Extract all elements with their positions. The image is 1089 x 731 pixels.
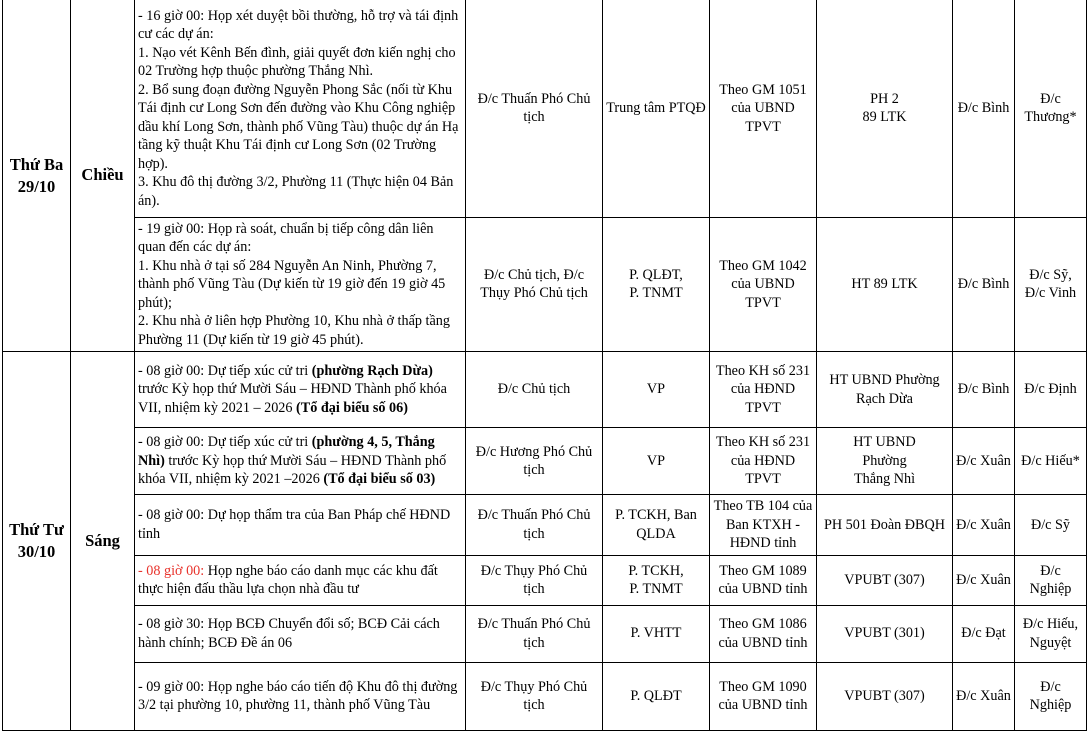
secretary-cell: Đ/c Hiếu, Nguyệt [1015, 605, 1087, 662]
content-line: 2. Bổ sung đoạn đường Nguyễn Phong Sắc (nối từ Khu Tái định cư Long Sơn đến đường vào Khu Công nghiệp dầu khí Long Sơn, thành phố Vũng Tàu) thuộc dự án Hạ tầng kỹ thuật Khu Tái định cư Long Sơn (02 Trường hợp). [138, 81, 459, 172]
secretary-cell [1015, 217, 1087, 352]
chair-cell: Đ/c Thụy Phó Chủ tịch [466, 555, 603, 605]
table-row [3, 0, 1087, 217]
location-line: HT UBND [853, 434, 916, 451]
location-cell [817, 0, 953, 217]
location-cell: PH 501 Đoàn ĐBQH [817, 495, 953, 556]
location-cell: VPUBT (307) [817, 662, 953, 730]
table-row [3, 555, 1087, 605]
location-line: 89 LTK [862, 109, 907, 126]
content-line: 1. Khu nhà ở tại số 284 Nguyễn An Ninh, Phường 7, thành phố Vũng Tàu (Dự kiến từ 19 giờ đến 19 giờ 45 phút); [138, 257, 446, 311]
day-date: 30/10 [17, 541, 56, 561]
chair-cell: Đ/c Thuấn Phó Chủ tịch [466, 605, 603, 662]
chair-cell: Đ/c Thuấn Phó Chủ tịch [466, 495, 603, 556]
content-time-highlight: - 08 giờ 00: [138, 562, 205, 579]
prep-line: P. TNMT [629, 581, 683, 597]
day-date: 29/10 [17, 176, 56, 196]
doc-cell: Theo GM 1042 của UBND TPVT [710, 217, 817, 352]
content-bold: (Tổ đại biểu số 03) [323, 471, 436, 488]
doc-cell: Theo GM 1089 của UBND tỉnh [710, 555, 817, 605]
prep-cell: P. VHTT [603, 605, 710, 662]
secretary-cell: Đ/c Nghiệp [1015, 662, 1087, 730]
prep-line: P. QLĐT, [629, 266, 683, 283]
event-content: - 09 giờ 00: Họp nghe báo cáo tiến độ Khu đô thị đường 3/2 tại phường 10, phường 11, thành phố Vũng Tàu [135, 662, 466, 730]
prep-line: P. TNMT [629, 285, 683, 302]
driver-cell: Đ/c Xuân [953, 495, 1015, 556]
location-cell: VPUBT (307) [817, 555, 953, 605]
content-line: - 19 giờ 00: Họp rà soát, chuẩn bị tiếp công dân liên quan đến các dự án: [138, 220, 434, 255]
prep-cell [603, 217, 710, 352]
session-cell: Chiều [71, 0, 135, 352]
table-row [3, 495, 1087, 556]
day-name: Thứ Ba [9, 154, 64, 174]
session-cell: Sáng [71, 352, 135, 731]
event-content [135, 555, 466, 605]
prep-cell: VP [603, 352, 710, 428]
location-line: PH 2 [870, 90, 899, 107]
content-text: trước Kỳ họp thứ Mười Sáu – HĐND Thành phố khóa VII, nhiệm kỳ 2021 –2026 [138, 452, 447, 488]
driver-cell: Đ/c Đạt [953, 605, 1015, 662]
location-cell: VPUBT (301) [817, 605, 953, 662]
content-line: 1. Nạo vét Kênh Bến đình, giải quyết đơn kiến nghị cho 02 Trường hợp thuộc phường Thắng Nhì. [138, 44, 456, 79]
day-cell [3, 352, 71, 731]
secretary-cell: Đ/c Hiếu* [1015, 428, 1087, 495]
content-text: trước Kỳ họp thứ Mười Sáu – HĐND Thành phố khóa VII, nhiệm kỳ 2021 – 2026 [138, 381, 447, 416]
day-name: Thứ Tư [9, 519, 64, 539]
prep-cell: Trung tâm PTQĐ [603, 0, 710, 217]
event-content [135, 352, 466, 428]
content-line: 3. Khu đô thị đường 3/2, Phường 11 (Thực hiện 04 Bản án). [138, 174, 454, 209]
driver-cell: Đ/c Xuân [953, 555, 1015, 605]
location-cell: HT UBND Phường Rạch Dừa [817, 352, 953, 428]
content-bold: (phường 4, 5, Thắng Nhì) [138, 434, 435, 469]
prep-cell [603, 555, 710, 605]
driver-cell: Đ/c Xuân [953, 662, 1015, 730]
prep-cell: VP [603, 428, 710, 495]
event-content: - 08 giờ 00: Dự họp thẩm tra của Ban Pháp chế HĐND tỉnh [135, 495, 466, 556]
driver-cell: Đ/c Xuân [953, 428, 1015, 495]
driver-cell: Đ/c Bình [953, 217, 1015, 352]
chair-cell: Đ/c Chủ tịch [466, 352, 603, 428]
driver-cell: Đ/c Bình [953, 0, 1015, 217]
secretary-cell: Đ/c Định [1015, 352, 1087, 428]
table-row [3, 662, 1087, 730]
location-line: Thắng Nhì [853, 471, 916, 488]
doc-cell: Theo GM 1090 của UBND tỉnh [710, 662, 817, 730]
content-line: - 16 giờ 00: Họp xét duyệt bồi thường, hỗ trợ và tái định cư các dự án: [138, 7, 459, 42]
table-row [3, 352, 1087, 428]
table-row [3, 605, 1087, 662]
secretary-cell: Đ/c Sỹ [1015, 495, 1087, 556]
table-row [3, 428, 1087, 495]
chair-cell: Đ/c Thụy Phó Chủ tịch [466, 662, 603, 730]
doc-cell: Theo GM 1051 của UBND TPVT [710, 0, 817, 217]
prep-cell: P. TCKH, Ban QLDA [603, 495, 710, 556]
content-text: Họp nghe báo cáo danh mục các khu đất thực hiện đấu thầu lựa chọn nhà đầu tư [138, 562, 438, 597]
secretary-line: Đ/c Vinh [1024, 285, 1077, 302]
event-content [135, 0, 466, 217]
location-cell: HT 89 LTK [817, 217, 953, 352]
day-cell [3, 0, 71, 352]
doc-cell: Theo KH số 231 của HĐND TPVT [710, 352, 817, 428]
doc-cell: Theo KH số 231 của HĐND TPVT [710, 428, 817, 495]
content-line: 2. Khu nhà ở liên hợp Phường 10, Khu nhà ở thấp tầng Phường 11 (Dự kiến từ 19 giờ 45 phút). [138, 313, 450, 348]
table-row [3, 217, 1087, 352]
content-text: - 08 giờ 00: Dự tiếp xúc cử tri [138, 434, 312, 451]
event-content: - 08 giờ 30: Họp BCĐ Chuyển đổi số; BCĐ Cải cách hành chính; BCĐ Đề án 06 [135, 605, 466, 662]
chair-cell: Đ/c Thuấn Phó Chủ tịch [466, 0, 603, 217]
location-line: Phường [862, 452, 907, 469]
prep-cell: P. QLĐT [603, 662, 710, 730]
location-cell [817, 428, 953, 495]
content-bold: (phường Rạch Dừa) [311, 362, 433, 379]
schedule-table [2, 0, 1087, 731]
event-content [135, 428, 466, 495]
event-content [135, 217, 466, 352]
driver-cell: Đ/c Bình [953, 352, 1015, 428]
chair-cell: Đ/c Chủ tịch, Đ/c Thụy Phó Chủ tịch [466, 217, 603, 352]
content-text: - 08 giờ 00: Dự tiếp xúc cử tri [138, 362, 312, 379]
content-bold: (Tổ đại biểu số 06) [296, 399, 408, 416]
doc-cell: Theo GM 1086 của UBND tỉnh [710, 605, 817, 662]
secretary-cell: Đ/c Nghiệp [1015, 555, 1087, 605]
secretary-cell: Đ/c Thương* [1015, 0, 1087, 217]
prep-line: P. TCKH, [628, 562, 684, 579]
chair-cell: Đ/c Hương Phó Chủ tịch [466, 428, 603, 495]
secretary-line: Đ/c Sỹ, [1029, 266, 1072, 283]
doc-cell: Theo TB 104 của Ban KTXH - HĐND tỉnh [710, 495, 817, 556]
